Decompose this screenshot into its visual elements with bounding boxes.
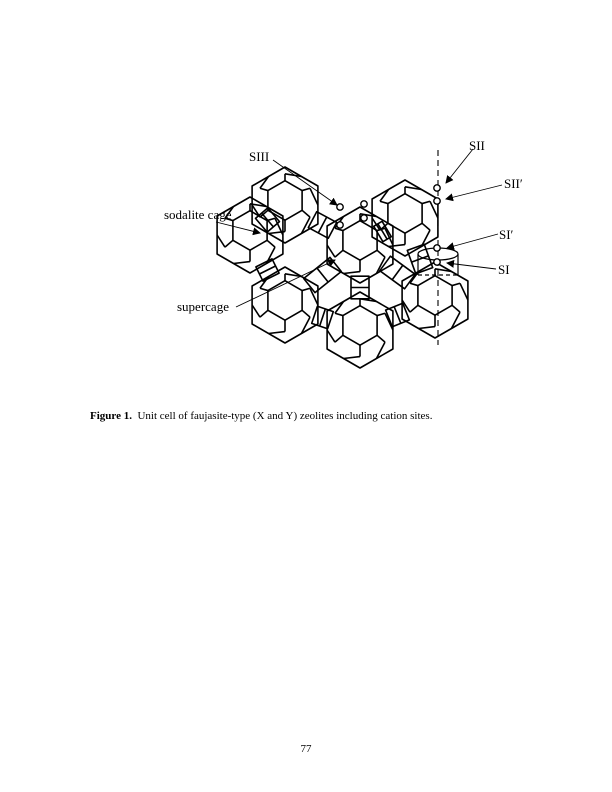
site-siii (361, 201, 367, 207)
cage-edge (335, 335, 343, 342)
prism-edge (394, 307, 401, 324)
label-sodalite-cage: sodalite cage (164, 207, 232, 222)
prism-edge (392, 265, 403, 280)
cage-hexagonal-window (268, 281, 302, 321)
cage-edge (422, 201, 430, 203)
site-siii (337, 222, 343, 228)
cage-edge (380, 201, 388, 203)
cage-bottom (327, 292, 393, 368)
cage-hexagonal-window (418, 276, 452, 316)
cage-hexagonal-window (343, 306, 377, 346)
caption-label: Figure 1. (90, 410, 132, 422)
cage-edge (327, 245, 335, 257)
leader-sodalite-cage (216, 222, 260, 233)
cage-edge (422, 223, 430, 230)
site-sii (434, 185, 440, 191)
cage-edge (452, 305, 460, 312)
prism-edge (317, 268, 328, 282)
leader-sii (446, 149, 473, 183)
prism-edge (320, 309, 326, 326)
label-siii: SIII (249, 149, 270, 164)
zeolite-framework (217, 150, 468, 368)
leader-si-prime (447, 234, 498, 248)
cage-edge (217, 235, 225, 247)
site-siii (337, 204, 343, 210)
cage-edge (377, 250, 385, 257)
cage-edge (419, 327, 435, 329)
cage-edge (260, 288, 268, 290)
cage-centre-back (327, 207, 393, 283)
cage-edge (260, 310, 268, 317)
prism-edge (318, 217, 326, 233)
cage-edge (344, 357, 360, 359)
label-si: SI (498, 262, 510, 277)
site-sii-prime (434, 198, 440, 204)
leader-sii-prime (446, 185, 502, 199)
prism-edge (259, 266, 275, 274)
cage-edge (344, 272, 360, 274)
cage-edge (377, 335, 385, 342)
cage-edge (269, 332, 285, 334)
leader-si (447, 263, 496, 269)
cage-right-upper (372, 180, 438, 256)
cage-edge (460, 283, 468, 300)
cage-edge (335, 313, 343, 315)
cage-edge (335, 250, 343, 257)
faujasite-unit-cell-figure (150, 130, 520, 390)
caption-text: Unit cell of faujasite-type (X and Y) zeolites including cation sites. (137, 410, 433, 422)
cage-edge (302, 288, 310, 290)
label-si-prime: SI′ (499, 227, 514, 242)
page-number: 77 (300, 743, 312, 755)
site-si (434, 259, 440, 265)
site-si-prime (434, 245, 440, 251)
cage-edge (260, 188, 268, 190)
cage-edge (302, 310, 310, 317)
label-supercage: supercage (177, 299, 229, 314)
cage-edge (267, 240, 275, 247)
cage-edge (302, 210, 310, 217)
cage-edge (452, 283, 460, 285)
cage-edge (327, 330, 335, 342)
label-sii-prime: SII′ (504, 176, 523, 191)
cage-edge (225, 240, 233, 247)
label-sii: SII (469, 138, 485, 153)
cage-edge (252, 305, 260, 317)
cage-edge (234, 262, 250, 264)
cage-edge (377, 313, 385, 315)
cage-edge (389, 245, 405, 247)
cage-edge (410, 305, 418, 312)
cage-edge (385, 313, 393, 330)
site-siii (361, 215, 367, 221)
cage-edge (302, 188, 310, 190)
cage-edge (410, 283, 418, 285)
figure-caption (90, 410, 550, 423)
